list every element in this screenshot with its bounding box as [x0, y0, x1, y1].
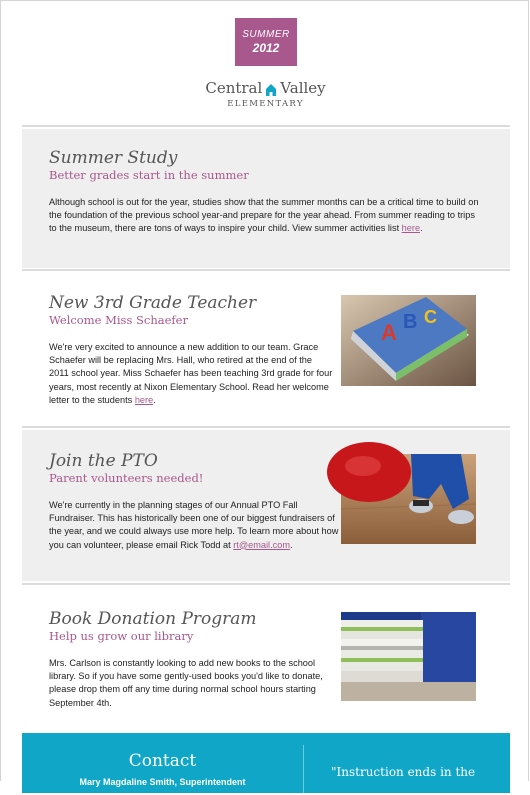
svg-text:A: A [381, 320, 397, 345]
section-subtitle: Help us grow our library [49, 629, 194, 643]
footer-quote: "Instruction ends in the [331, 765, 476, 779]
book-stack-photo [341, 612, 476, 701]
abc-blocks-photo [341, 295, 476, 386]
badge-season: SUMMER [242, 29, 290, 40]
section-subtitle: Better grades start in the summer [49, 168, 249, 182]
section-subtitle: Welcome Miss Schaefer [49, 313, 188, 327]
section-title: Join the PTO [49, 451, 158, 471]
svg-text:B: B [403, 311, 418, 333]
section-body: We're currently in the planning stages of our Annual PTO Fall Fundraiser. This has historically been one of our biggest fundraisers of the year, and we could always use more help. To learn more about how you can volunteer, please email Rick Todd at rt@email.com. [49, 500, 339, 550]
logo-word-central: Central [205, 79, 263, 97]
footer-divider [303, 745, 304, 795]
section-pto [22, 430, 510, 581]
school-logo [1, 79, 530, 109]
welcome-letter-link[interactable]: here [134, 394, 154, 405]
section-summer-study [22, 129, 510, 268]
section-body: We're very excited to announce a new addition to our team. Grace Schaefer will be replacing Mrs. Hall, who retired at the end of the 2011 school year. Miss Schaefer has been teaching 3rd grade for four years, most recently at Nixon Elementary School. Read her welcome letter to the students here. [49, 342, 333, 405]
contact-name: Mary Magdaline Smith, Superintendent [79, 777, 246, 787]
section-body: Although school is out for the year, studies show that the summer months can be a critical time to build on the foundation of the previous school year-and prepare for the year ahead. From summer reading to trips to the museum, there are tons of ways to inspire your child. View summer activities list here. [49, 197, 479, 234]
badge-year: 2012 [252, 41, 280, 55]
section-body: Mrs. Carlson is constantly looking to add new books to the school library. So if you have some gently-used books you'd like to donate, please drop them off any time during normal school hours starting September 4th. [49, 658, 323, 708]
summer-activities-link[interactable]: here [401, 223, 421, 234]
contact-title: Contact [128, 751, 197, 771]
section-title: Summer Study [49, 148, 178, 168]
email-link[interactable]: rt@email.com [233, 539, 291, 550]
section-title: Book Donation Program [49, 609, 257, 629]
section-title: New 3rd Grade Teacher [49, 293, 257, 313]
contact-footer [22, 733, 510, 793]
section-subtitle: Parent volunteers needed! [49, 471, 204, 485]
logo-subtitle: ELEMENTARY [227, 99, 304, 109]
issue-badge [235, 18, 297, 66]
child-feet-photo [341, 454, 476, 544]
section-new-teacher [22, 274, 510, 424]
svg-text:C: C [424, 307, 437, 327]
schoolhouse-icon [266, 82, 276, 94]
logo-word-valley: Valley [280, 79, 326, 97]
section-book-donation [22, 587, 510, 727]
